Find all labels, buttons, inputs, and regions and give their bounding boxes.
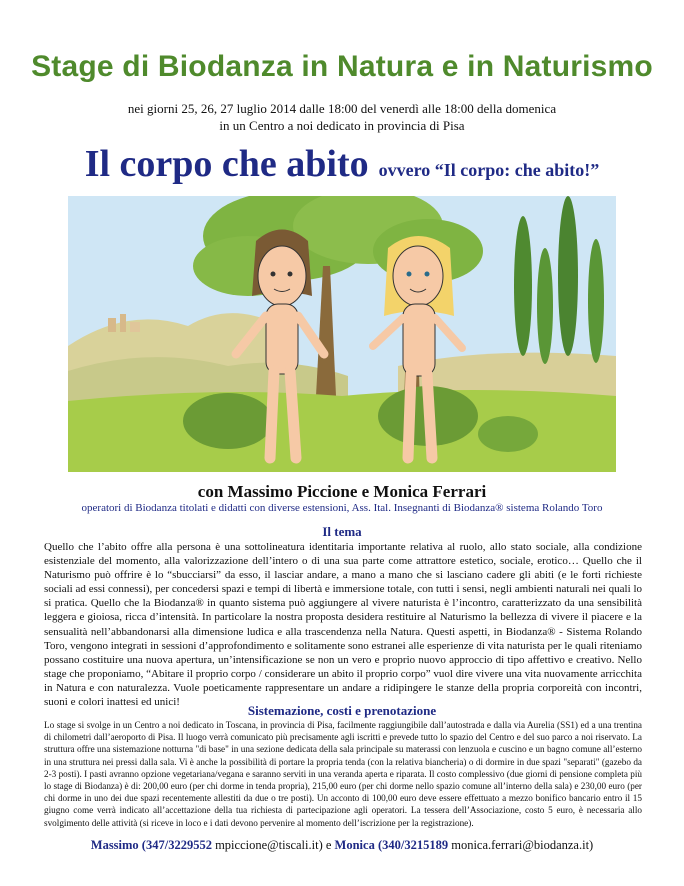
section-title-costi: Sistemazione, costi e prenotazione [247, 703, 437, 718]
contact-monica-name: Monica (340/3215189 [334, 838, 449, 852]
section-title-tema: Il tema [322, 524, 362, 539]
headline [0, 142, 684, 186]
contact-monica-email[interactable]: monica.ferrari@biodanza.it) [451, 838, 594, 852]
tema-paragraph: Quello che l’abito offre alla persona è una sottolineatura identitaria importante relativa al ruolo, allo stato sociale, alla condizione esistenziale del momento, alla valorizzazione dell’intero o di una sua parte come attrattore estetico, sociale, erotico… Quello che il Naturismo può offrire è lo “sbucciarsi” da esso, il lasciar andare, a mano a mano che si lasciano cadere gli abiti (e le forti richieste sociali ad essi connessi), per concedersi spazi e tempi di libertà e immersione totale, con tutti i sensi, negli ambienti naturali nei quali lo si pratica. Quello che la Biodanza® in quanto sistema può aggiungere al vivere naturista è l’incontro, caratterizzato da una sensibilità leggera e gioiosa, ricca d’intensità. In particolare la nostra proposta desidera restituire al Naturismo la bellezza di vivere il piacere e la sensualità nell’abbandonarsi alla dimensione ludica e alla trascendenza nella Natura. Questi aspetti, in Biodanza® - Sistema Rolando Toro, vengono integrati in sessioni d’approfondimento e solitamente sono estranei alle esperienze di vita naturista per le quali riteniamo possano costituire una nuova apertura, un’intensificazione se non un vero e proprio nuovo approccio di tipo affettivo e creativo. Nello stage che proponiamo, “Abitare il proprio corpo / considerare un abito il proprio corpo” vuol dire vivere una vita nuovamente arricchita in Natura e con naturalezza. Vuole poeticamente rappresentare un andare a ridipingere le stanze della propria corporeità con incontri, suoni e colori inattesi ed unici! [44, 541, 642, 709]
page-title: Stage di Biodanza in Natura e in Naturismo [31, 50, 653, 83]
operators-line: operatori di Biodanza titolati e didatti con diverse estensioni, Ass. Ital. Insegnanti di Biodanza® sistema Rolando Toro [81, 502, 603, 514]
headline-sub: ovvero “Il corpo: che abito!” [378, 160, 600, 180]
contact-massimo-name: Massimo (347/3229552 [90, 838, 212, 852]
cartoon-illustration [68, 196, 616, 472]
event-dates [0, 100, 684, 134]
headline-main: Il corpo che abito [84, 143, 369, 185]
dates-line-1: nei giorni 25, 26, 27 luglio 2014 dalle 18:00 del venerdì alle 18:00 della domenica [127, 101, 557, 116]
authors-line: con Massimo Piccione e Monica Ferrari [197, 482, 487, 501]
contacts-line [0, 838, 684, 853]
dates-line-2: in un Centro a noi dedicato in provincia di Pisa [219, 118, 465, 133]
costi-paragraph: Lo stage si svolge in un Centro a noi dedicato in Toscana, in provincia di Pisa, facilmente raggiungibile dall’autostrada e dalla via Aurelia (SS1) ed a una trentina di chilometri dall’aeroporto di Pisa. Il luogo verrà comunicato più precisamente agli iscritti e prevede tutto lo spazio del Centro e del suo parco a noi riservato. La struttura offre una sistemazione notturna "di base" in una sezione dedicata della sala principale su materassi con lenzuola e cuscino e un bagno comune all’esterno in una struttura nei pressi dalla sala. Vi è anche la possibilità di portare la propria tenda (con la relativa biancheria) o di dormire in due spazi "separati" (gazebo da 2-3 posti). I pasti avranno opzione vegetariana/vegana e saranno serviti in una veranda aperta e riparata. Il costo complessivo (due giorni di pensione completa più lo stage di Biodanza) è di: 200,00 euro (per chi dorme in tenda propria), 215,00 euro (per chi dorme nello spazio comune all’interno della sala) e 230,00 euro (per chi dorme in uno dei due spazi recentemente allestiti da due o tre posti). Un acconto di 100,00 euro deve essere effettuato a mezzo bonifico bancario entro il 15 giugno come verrà indicato all’accettazione della tua richiesta di partecipazione agli operatori. La tessera dell’Associazione, costo 5 euro, è necessaria allo svolgimento delle attività (si riceve in loco e i dati devono pervenire al momento dell’iscrizione per la registrazione). [44, 720, 642, 828]
contact-massimo-email[interactable]: mpiccione@tiscali.it) e [215, 838, 332, 852]
